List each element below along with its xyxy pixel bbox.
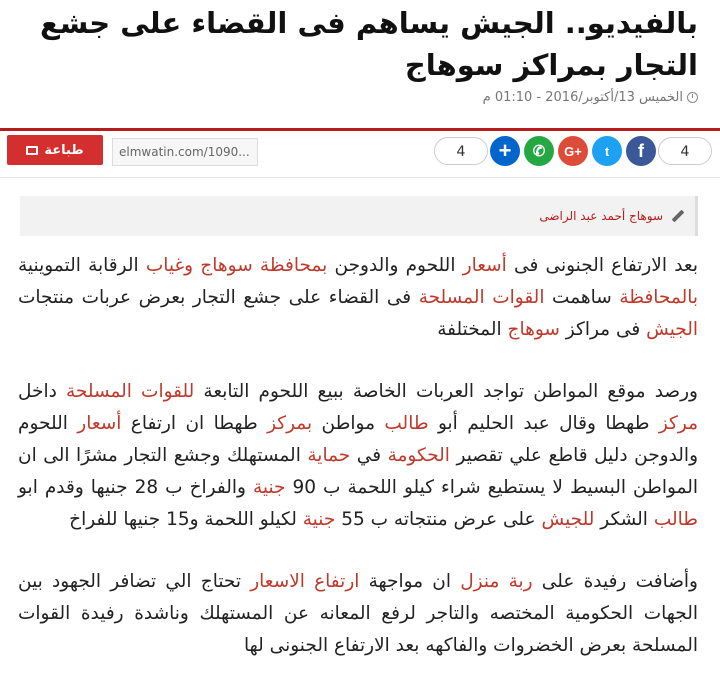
keyword-link[interactable]: أسعار [462, 255, 507, 276]
keyword-link[interactable]: وغياب [145, 255, 194, 276]
keyword-link[interactable]: سوهاج [200, 255, 253, 276]
keyword-link[interactable]: بمركز [267, 413, 313, 434]
keyword-link[interactable]: جنية [252, 477, 286, 498]
facebook-icon[interactable]: f [626, 136, 656, 166]
article-meta [483, 90, 698, 105]
keyword-link[interactable]: ربة منزل [460, 571, 533, 592]
keyword-link[interactable]: جنية [302, 509, 336, 530]
share-count-secondary: 4 [434, 137, 488, 165]
keyword-link[interactable]: طالب [653, 509, 698, 530]
article-title: بالفيديو.. الجيش يساهم فى القضاء على جشع التجار بمراكز سوهاج [39, 6, 698, 82]
keyword-link[interactable]: الجيش [646, 319, 698, 340]
keyword-link[interactable]: ارتفاع الاسعار [250, 571, 360, 592]
share-buttons [434, 133, 712, 169]
short-url-field[interactable]: elmwatin.com/1090... [112, 138, 258, 166]
article-paragraph: وأضافت رفيدة على ربة منزل ان مواجهة ارتفاع الاسعار تحتاج الي تضافر الجهود بين الجهات الحكومية المختصه والتاجر لرفع المعانه عن المستهلك وناشدة رفيدة القوات المسلحة بعرض الخضروات والفاكهه بعد الارتفاع الجنونى لها [18, 571, 698, 656]
keyword-link[interactable]: بالمحافظة [619, 287, 698, 308]
keyword-link[interactable]: سوهاج [507, 319, 560, 340]
keyword-link[interactable]: حماية [307, 445, 351, 466]
pencil-icon [672, 210, 685, 223]
article-body [18, 250, 698, 692]
whatsapp-icon[interactable]: ✆ [524, 136, 554, 166]
article-paragraph: ورصد موقع المواطن تواجد العربات الخاصة ببيع اللحوم التابعة للقوات المسلحة داخل مركز طهطا وقال عبد الحليم أبو طالب مواطن بمركز طهطا ان ارتفاع أسعار اللحوم والدوجن دليل قاطع علي تقصير الحكومة في حماية المستهلك وجشع التجار مشرًا الى ان المواطن البسيط لا يستطيع شراء كيلو اللحمة ب 90 جنية والفراخ ب 28 جنيها وقدم ابو طالب الشكر للجيش على عرض منتجاته ب 55 جنية لكيلو اللحمة و15 جنيها للفراخ [18, 381, 699, 530]
author-name[interactable]: سوهاج أحمد عبد الراضى [539, 209, 663, 223]
twitter-icon[interactable]: t [592, 136, 622, 166]
print-label: طباعة [44, 142, 84, 158]
share-count: 4 [658, 137, 712, 165]
keyword-link[interactable]: للقوات المسلحة [65, 381, 195, 402]
keyword-link[interactable]: للجيش [541, 509, 595, 530]
article-paragraph: بعد الارتفاع الجنونى فى أسعار اللحوم والدوجن بمحافظة سوهاج وغياب الرقابة التموينية بالمحافظة ساهمت القوات المسلحة فى القضاء على جشع التجار بعرض عربات منتجات الجيش فى مراكز سوهاج المختلفة [18, 255, 698, 340]
keyword-link[interactable]: طالب [384, 413, 429, 434]
plus-icon[interactable]: + [490, 136, 520, 166]
keyword-link[interactable]: أسعار [77, 413, 122, 434]
clock-icon [687, 92, 698, 103]
printer-icon [26, 146, 38, 155]
article-date: الخميس 13/أكتوبر/2016 - 01:10 م [482, 90, 683, 105]
keyword-link[interactable]: مركز [658, 413, 698, 434]
keyword-link[interactable]: القوات المسلحة [418, 287, 545, 308]
google-plus-icon[interactable]: G+ [558, 136, 588, 166]
print-button[interactable] [7, 135, 103, 165]
keyword-link[interactable]: بمحافظة [259, 255, 328, 276]
author-box [20, 196, 698, 236]
keyword-link[interactable]: الحكومة [387, 445, 450, 466]
